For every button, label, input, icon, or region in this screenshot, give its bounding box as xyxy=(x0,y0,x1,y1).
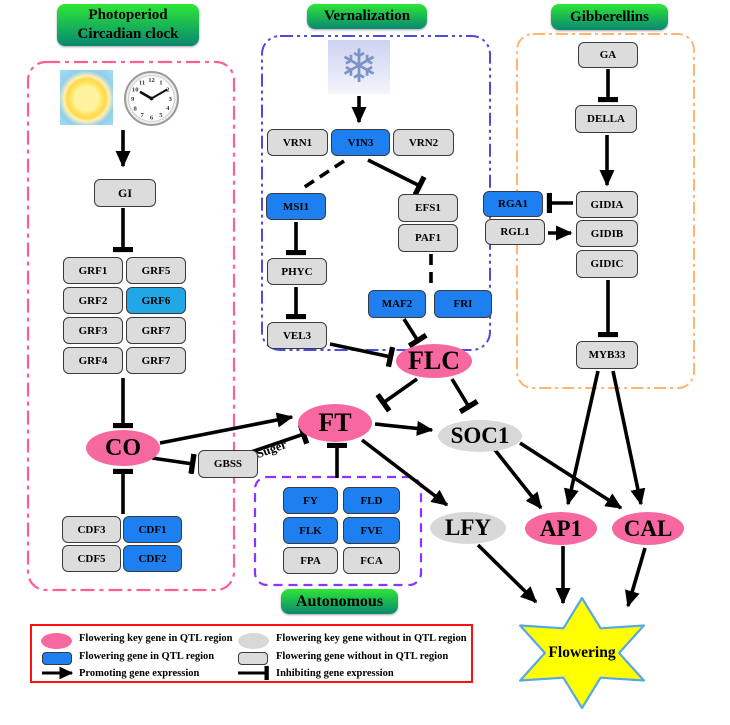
node-msi1: MSI1 xyxy=(266,193,326,220)
node-ga: GA xyxy=(578,42,638,68)
clock-icon xyxy=(123,70,180,127)
vernalization-title-text: Vernalization xyxy=(323,8,411,25)
legend-label-arrow: Promoting gene expression xyxy=(79,668,200,679)
legend-label-pink-ellipse: Flowering key gene in QTL region xyxy=(79,633,233,644)
edge-co-inhibits-gbss xyxy=(152,458,193,464)
legend-gray-ellipse-swatch xyxy=(238,633,269,649)
legend-label-gray-ellipse: Flowering key gene without in QTL region xyxy=(276,633,467,644)
svg-text:12: 12 xyxy=(148,77,155,85)
photoperiod-title-line1: Photoperiod xyxy=(88,7,168,24)
legend-arrow-swatch xyxy=(40,666,80,680)
edge-cal-promotes-flowering xyxy=(628,548,645,606)
node-rga1: RGA1 xyxy=(483,191,543,217)
legend-box xyxy=(30,624,473,683)
svg-text:10: 10 xyxy=(131,86,139,94)
legend-pink-ellipse-swatch xyxy=(41,633,72,649)
node-fve: FVE xyxy=(343,517,400,544)
flowering-star-label: Flowering xyxy=(548,644,616,661)
node-rgl1: RGL1 xyxy=(485,219,545,245)
svg-text:4: 4 xyxy=(166,105,170,113)
edge-flc-inhibits-ft xyxy=(383,379,417,403)
svg-text:5: 5 xyxy=(159,112,163,120)
node-ap1: AP1 xyxy=(525,512,597,545)
node-cal: CAL xyxy=(612,512,684,545)
node-vrn2: VRN2 xyxy=(393,129,454,156)
node-gbss: GBSS xyxy=(198,450,258,478)
edge-vin3-to-msi1 xyxy=(300,161,344,190)
svg-text:1: 1 xyxy=(159,79,163,87)
legend-tbar-swatch xyxy=(236,666,276,680)
node-co: CO xyxy=(86,430,160,466)
node-grf3: GRF3 xyxy=(63,317,123,344)
node-maf2: MAF2 xyxy=(368,290,426,318)
gibberellins-title xyxy=(551,4,668,30)
node-cdf2: CDF2 xyxy=(123,545,182,572)
node-fld: FLD xyxy=(343,487,400,514)
node-grf7a: GRF7 xyxy=(126,317,186,344)
node-grf2: GRF2 xyxy=(63,287,123,314)
edge-flc-inhibits-soc1 xyxy=(452,379,469,407)
node-della: DELLA xyxy=(575,105,637,133)
snowflake-icon xyxy=(328,40,390,94)
edge-co-promotes-ft xyxy=(160,417,292,443)
node-vel3: VEL3 xyxy=(267,322,327,349)
legend-gray-rect-swatch xyxy=(238,652,268,665)
legend-label-blue-rect: Flowering gene in QTL region xyxy=(79,651,215,662)
gibberellins-title-text: Gibberellins xyxy=(570,8,649,25)
node-gidia: GIDIA xyxy=(576,191,638,218)
node-myb33: MYB33 xyxy=(576,341,638,369)
node-soc1: SOC1 xyxy=(438,420,522,452)
legend-blue-rect-swatch xyxy=(42,652,72,665)
edge-myb33-promotes-cal xyxy=(613,371,641,504)
node-fy: FY xyxy=(283,487,338,514)
legend-label-tbar: Inhibiting gene expression xyxy=(276,668,394,679)
node-grf4: GRF4 xyxy=(63,347,123,374)
node-ft: FT xyxy=(298,404,372,442)
node-cdf5: CDF5 xyxy=(62,545,121,572)
node-vrn1: VRN1 xyxy=(267,129,328,156)
node-flc: FLC xyxy=(396,344,472,378)
node-grf1: GRF1 xyxy=(63,257,123,284)
sun-icon xyxy=(60,70,113,125)
node-cdf3: CDF3 xyxy=(62,516,121,543)
node-grf5: GRF5 xyxy=(126,257,186,284)
svg-text:9: 9 xyxy=(131,95,135,103)
node-fpa: FPA xyxy=(283,547,338,574)
node-cdf1: CDF1 xyxy=(123,516,182,543)
node-phyc: PHYC xyxy=(267,258,327,285)
svg-text:2: 2 xyxy=(166,86,170,94)
node-lfy: LFY xyxy=(430,512,506,544)
legend-label-gray-rect: Flowering gene without in QTL region xyxy=(276,651,449,662)
node-flk: FLK xyxy=(283,517,338,544)
node-gidic: GIDIC xyxy=(576,250,638,278)
node-gi: GI xyxy=(94,179,156,207)
svg-text:7: 7 xyxy=(140,112,144,120)
node-fri: FRI xyxy=(434,290,492,318)
svg-text:6: 6 xyxy=(149,114,154,122)
node-gidib: GIDIB xyxy=(576,220,638,247)
autonomous-title xyxy=(281,589,398,614)
edge-maf2-inhibits-flc xyxy=(404,319,418,341)
edge-vin3-inhibits-efs1 xyxy=(368,160,420,186)
node-grf7b: GRF7 xyxy=(126,347,186,374)
edge-soc1-promotes-ap1 xyxy=(495,450,541,508)
node-grf6: GRF6 xyxy=(126,287,186,314)
svg-text:11: 11 xyxy=(138,79,146,87)
svg-text:8: 8 xyxy=(133,105,137,113)
vernalization-title xyxy=(307,4,427,29)
photoperiod-title xyxy=(57,4,199,46)
sugar-edge-label: Suger xyxy=(254,437,289,461)
svg-text:3: 3 xyxy=(168,95,172,103)
node-vin3: VIN3 xyxy=(331,129,390,156)
edge-ft-promotes-soc1 xyxy=(375,424,432,430)
node-paf1: PAF1 xyxy=(398,224,458,252)
autonomous-title-text: Autonomous xyxy=(295,592,384,610)
node-efs1: EFS1 xyxy=(398,194,458,222)
node-fca: FCA xyxy=(343,547,400,574)
edge-lfy-promotes-flowering xyxy=(478,545,536,602)
photoperiod-title-line2: Circadian clock xyxy=(77,26,179,42)
